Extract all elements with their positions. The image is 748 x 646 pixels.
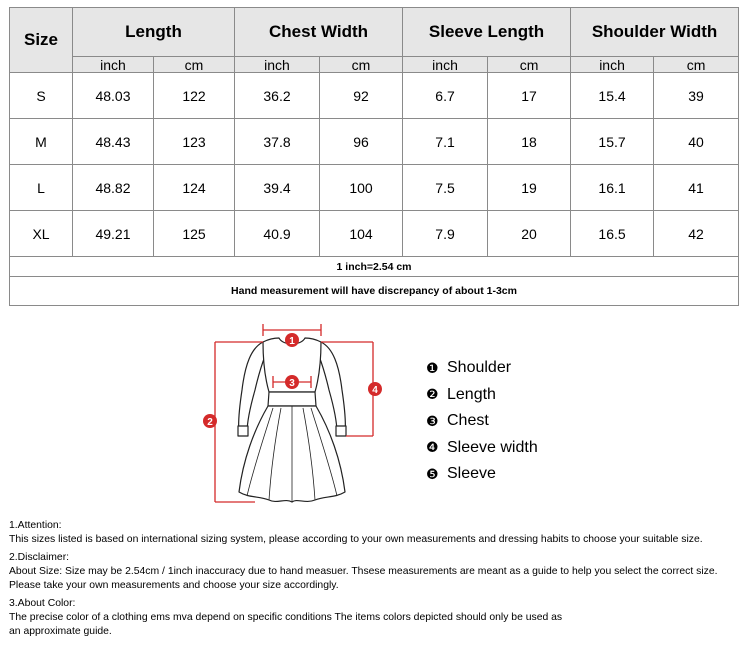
svg-text:4: 4 — [372, 385, 378, 396]
header-shoulder-width: Shoulder Width — [571, 8, 739, 57]
number-5-icon: ❺ — [426, 465, 439, 482]
note-line: Please take your own measurements and choose your size accordingly. — [9, 580, 339, 591]
marker-2-icon — [203, 414, 217, 428]
value-cell: 15.4 — [571, 73, 654, 119]
value-cell: 48.43 — [73, 119, 154, 165]
value-cell: 49.21 — [73, 211, 154, 257]
header-row — [10, 8, 739, 57]
value-cell: 40.9 — [235, 211, 320, 257]
header-size: Size — [10, 8, 73, 73]
table-row — [10, 211, 739, 257]
value-cell: 48.82 — [73, 165, 154, 211]
value-cell: 124 — [154, 165, 235, 211]
unit-cell: cm — [654, 57, 739, 73]
note-line: The precise color of a clothing ems mva depend on specific conditions The items colors depicted should only be used as — [9, 612, 563, 623]
value-cell: 17 — [488, 73, 571, 119]
value-cell: 125 — [154, 211, 235, 257]
value-cell: 122 — [154, 73, 235, 119]
header-chest-width: Chest Width — [235, 8, 403, 57]
unit-cell: cm — [154, 57, 235, 73]
value-cell: 20 — [488, 211, 571, 257]
value-cell: 18 — [488, 119, 571, 165]
size-cell: L — [10, 165, 73, 211]
note-title: 1.Attention: — [9, 520, 62, 531]
value-cell: 36.2 — [235, 73, 320, 119]
value-cell: 104 — [320, 211, 403, 257]
legend-item-sleeve — [426, 461, 538, 488]
value-cell: 19 — [488, 165, 571, 211]
table-row — [10, 165, 739, 211]
number-2-icon: ❷ — [426, 386, 439, 403]
marker-4-icon — [368, 382, 382, 396]
header-sleeve-length: Sleeve Length — [403, 8, 571, 57]
value-cell: 40 — [654, 119, 739, 165]
value-cell: 7.1 — [403, 119, 488, 165]
value-cell: 6.7 — [403, 73, 488, 119]
note-line: This sizes listed is based on international sizing system, please according to your own measurements and dressing habits to choose your suitable size. — [9, 534, 703, 545]
size-cell: M — [10, 119, 73, 165]
value-cell: 7.9 — [403, 211, 488, 257]
unit-cell: inch — [235, 57, 320, 73]
legend-label: Length — [447, 385, 496, 403]
value-cell: 39.4 — [235, 165, 320, 211]
legend-item-chest — [426, 408, 538, 435]
unit-cell: cm — [488, 57, 571, 73]
marker-3-icon — [285, 375, 299, 389]
unit-cell: inch — [73, 57, 154, 73]
size-cell: XL — [10, 211, 73, 257]
value-cell: 15.7 — [571, 119, 654, 165]
value-cell: 37.8 — [235, 119, 320, 165]
dress-illustration — [238, 338, 346, 502]
color-note — [9, 597, 745, 639]
number-4-icon: ❹ — [426, 439, 439, 456]
table-row — [10, 119, 739, 165]
legend-item-sleeve-width — [426, 435, 538, 462]
header-length: Length — [73, 8, 235, 57]
value-cell: 48.03 — [73, 73, 154, 119]
value-cell: 7.5 — [403, 165, 488, 211]
legend-label: Shoulder — [447, 359, 512, 377]
note-title: 3.About Color: — [9, 598, 76, 609]
unit-cell: inch — [403, 57, 488, 73]
notes-section — [9, 519, 745, 643]
unit-cell: cm — [320, 57, 403, 73]
unit-cell: inch — [571, 57, 654, 73]
svg-text:1: 1 — [289, 336, 295, 347]
value-cell: 92 — [320, 73, 403, 119]
note-title: 2.Disclaimer: — [9, 552, 70, 563]
note-line: About Size: Size may be 2.54cm / 1inch inaccuracy due to hand measuer. Thsese measurements are meant as a guide to help you select the correct size. — [9, 566, 718, 577]
discrepancy-row — [10, 277, 739, 306]
conversion-note: 1 inch=2.54 cm — [10, 257, 739, 277]
size-chart-table — [9, 7, 739, 306]
legend-label: Sleeve — [447, 465, 496, 483]
disclaimer-note — [9, 551, 745, 593]
unit-row — [10, 57, 739, 73]
value-cell: 39 — [654, 73, 739, 119]
table-row — [10, 73, 739, 119]
svg-text:2: 2 — [207, 417, 213, 428]
value-cell: 123 — [154, 119, 235, 165]
attention-note — [9, 519, 745, 547]
legend-item-length — [426, 382, 538, 409]
dress-measurement-diagram — [195, 320, 395, 520]
legend-item-shoulder — [426, 355, 538, 382]
size-cell: S — [10, 73, 73, 119]
value-cell: 96 — [320, 119, 403, 165]
value-cell: 42 — [654, 211, 739, 257]
value-cell: 100 — [320, 165, 403, 211]
legend-label: Chest — [447, 412, 489, 430]
number-1-icon: ❶ — [426, 359, 439, 376]
number-3-icon: ❸ — [426, 412, 439, 429]
discrepancy-note: Hand measurement will have discrepancy of about 1-3cm — [10, 277, 739, 306]
marker-1-icon — [285, 333, 299, 347]
legend-label: Sleeve width — [447, 438, 538, 456]
svg-text:3: 3 — [289, 378, 295, 389]
note-line: an approximate guide. — [9, 626, 112, 637]
value-cell: 41 — [654, 165, 739, 211]
conversion-row — [10, 257, 739, 277]
value-cell: 16.5 — [571, 211, 654, 257]
measurement-legend — [426, 355, 538, 488]
value-cell: 16.1 — [571, 165, 654, 211]
